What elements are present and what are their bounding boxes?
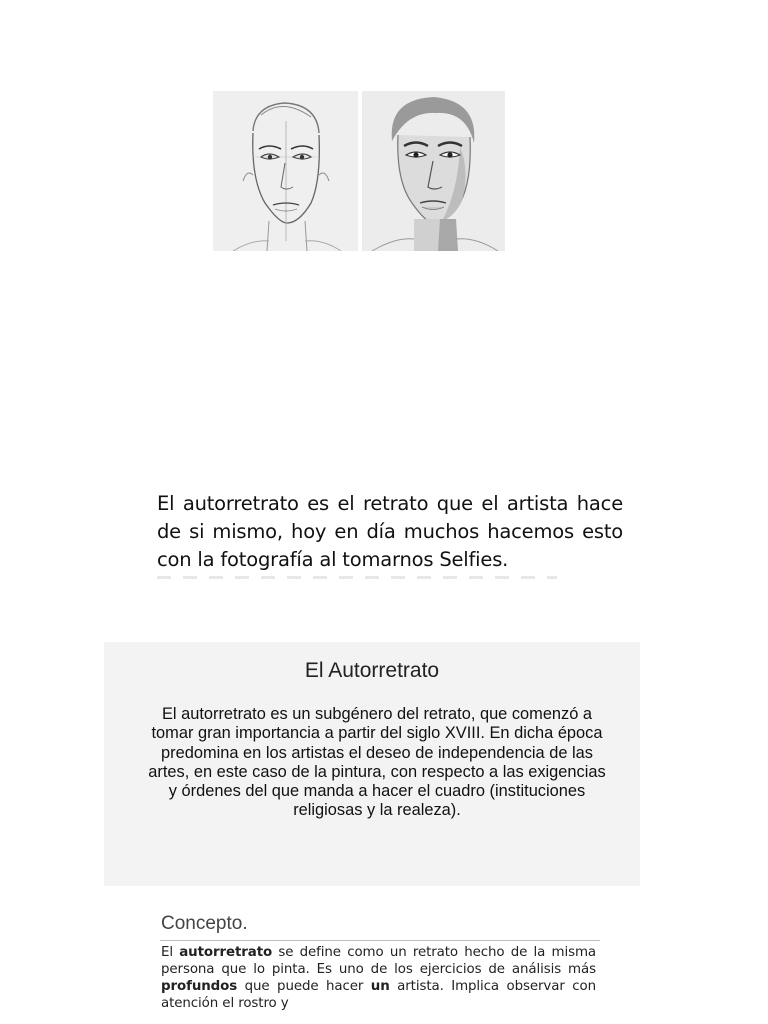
concept-text-lead: El [161,945,180,960]
box-title: El Autorretrato [304,659,440,682]
portrait-images [213,91,505,251]
portrait-sketch-outline [213,91,358,251]
concept-heading: Concepto. [161,913,248,934]
autorretrato-info-box [104,642,640,886]
concept-paragraph [161,944,596,1012]
concept-divider [160,940,600,941]
intro-paragraph: El autorretrato es el retrato que el artista hace de si mismo, hoy en día muchos hacemos esto con la fotografía al tomarnos Selfies. [157,492,623,571]
portrait-sketch-shaded [362,91,505,251]
concept-text-mid2: que puede hacer [237,979,371,994]
concept-text-tail: artista. Implica observar con atención el rostro y [161,979,596,1011]
concept-bold-autorretrato: autorretrato [179,945,273,960]
concept-bold-un: un [370,979,390,994]
concept-bold-profundos: profundos [161,979,238,994]
faint-text-line [157,576,557,579]
concept-text-mid1: se define como un retrato hecho de la misma persona que lo pinta. Es uno de los ejercicios de análisis más [161,945,597,977]
box-paragraph: El autorretrato es un subgénero del retrato, que comenzó a tomar gran importancia a partir del siglo XVIII. En dicha época predomina en los artistas el deseo de independencia de las artes, en este caso de la pintura, con respecto a las exigencias y órdenes del que manda a hacer el cuadro (instituciones religiosas y la realeza). [148,705,606,820]
